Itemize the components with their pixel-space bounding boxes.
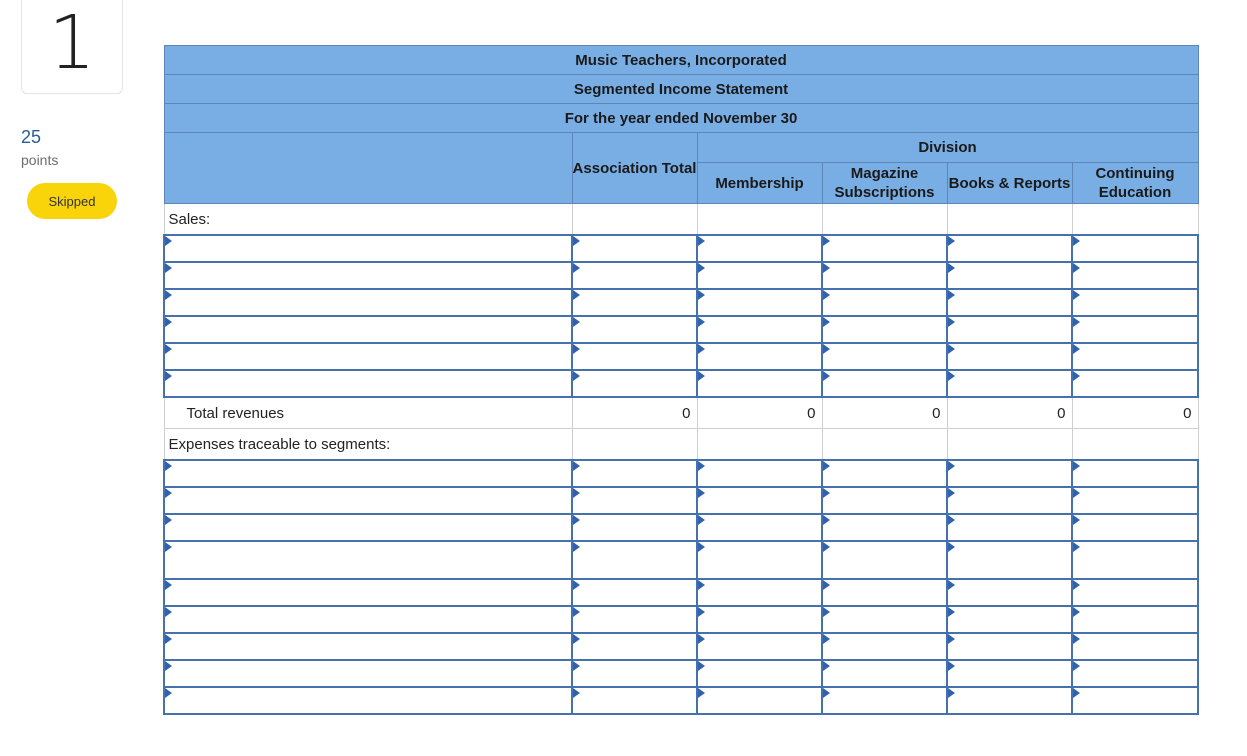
- magazine-subscriptions-input[interactable]: [822, 289, 947, 316]
- dropdown-arrow-icon: [1073, 542, 1080, 552]
- label-dropdown[interactable]: [164, 606, 572, 633]
- dropdown-arrow-icon: [823, 634, 830, 644]
- dropdown-arrow-icon: [948, 580, 955, 590]
- dropdown-arrow-icon: [1073, 263, 1080, 273]
- association-total-input[interactable]: [572, 343, 697, 370]
- dropdown-arrow-icon: [573, 317, 580, 327]
- dropdown-arrow-icon: [573, 488, 580, 498]
- dropdown-arrow-icon: [1073, 461, 1080, 471]
- label-dropdown[interactable]: [164, 687, 572, 714]
- dropdown-arrow-icon: [1073, 634, 1080, 644]
- membership-input[interactable]: [697, 660, 822, 687]
- division-header: Division: [697, 133, 1198, 163]
- blank-cell: [697, 204, 822, 236]
- dropdown-arrow-icon: [1073, 580, 1080, 590]
- books-reports-input[interactable]: [947, 541, 1072, 579]
- membership-input[interactable]: [697, 606, 822, 633]
- label-dropdown[interactable]: [164, 262, 572, 289]
- dropdown-arrow-icon: [573, 344, 580, 354]
- dropdown-arrow-icon: [948, 661, 955, 671]
- dropdown-arrow-icon: [698, 290, 705, 300]
- magazine-subscriptions-input[interactable]: [822, 316, 947, 343]
- dropdown-arrow-icon: [823, 607, 830, 617]
- dropdown-arrow-icon: [948, 688, 955, 698]
- association-total-input[interactable]: [572, 541, 697, 579]
- dropdown-arrow-icon: [573, 542, 580, 552]
- input-row: [164, 660, 1198, 687]
- books-reports-input[interactable]: [947, 514, 1072, 541]
- input-row: [164, 370, 1198, 397]
- continuing-education-input[interactable]: [1072, 687, 1198, 714]
- input-row: [164, 687, 1198, 714]
- books-reports-input[interactable]: [947, 262, 1072, 289]
- association-total-input[interactable]: [572, 514, 697, 541]
- label-dropdown[interactable]: [164, 316, 572, 343]
- books-reports-input[interactable]: [947, 460, 1072, 487]
- dropdown-arrow-icon: [698, 634, 705, 644]
- dropdown-arrow-icon: [573, 515, 580, 525]
- association-total-input[interactable]: [572, 660, 697, 687]
- magazine-subscriptions-header: Magazine Subscriptions: [822, 163, 947, 204]
- books-reports-input[interactable]: [947, 660, 1072, 687]
- membership-input[interactable]: [697, 487, 822, 514]
- dropdown-arrow-icon: [165, 488, 172, 498]
- dropdown-arrow-icon: [823, 263, 830, 273]
- blank-cell: [572, 204, 697, 236]
- association-total-input[interactable]: [572, 316, 697, 343]
- input-row: [164, 541, 1198, 579]
- input-row: [164, 606, 1198, 633]
- blank-cell: [947, 429, 1072, 461]
- label-column-header: [164, 133, 572, 204]
- books-reports-input[interactable]: [947, 687, 1072, 714]
- dropdown-arrow-icon: [948, 371, 955, 381]
- label-dropdown[interactable]: [164, 633, 572, 660]
- dropdown-arrow-icon: [573, 634, 580, 644]
- continuing-education-input[interactable]: [1072, 262, 1198, 289]
- expense-input-rows: [164, 460, 1198, 714]
- continuing-education-input[interactable]: [1072, 235, 1198, 262]
- dropdown-arrow-icon: [165, 580, 172, 590]
- association-total-input[interactable]: [572, 487, 697, 514]
- input-row: [164, 316, 1198, 343]
- total-revenues-membership: 0: [697, 397, 822, 429]
- segmented-income-statement-table: [163, 45, 1199, 715]
- membership-input[interactable]: [697, 262, 822, 289]
- dropdown-arrow-icon: [573, 661, 580, 671]
- dropdown-arrow-icon: [948, 344, 955, 354]
- dropdown-arrow-icon: [948, 515, 955, 525]
- sales-label: Sales:: [164, 204, 572, 236]
- magazine-subscriptions-input[interactable]: [822, 633, 947, 660]
- membership-input[interactable]: [697, 289, 822, 316]
- magazine-subscriptions-input[interactable]: [822, 343, 947, 370]
- continuing-education-header: Continuing Education: [1072, 163, 1198, 204]
- dropdown-arrow-icon: [948, 542, 955, 552]
- dropdown-arrow-icon: [165, 661, 172, 671]
- dropdown-arrow-icon: [823, 661, 830, 671]
- dropdown-arrow-icon: [1073, 515, 1080, 525]
- association-total-input[interactable]: [572, 579, 697, 606]
- input-row: [164, 289, 1198, 316]
- dropdown-arrow-icon: [823, 317, 830, 327]
- total-revenues-magazine: 0: [822, 397, 947, 429]
- dropdown-arrow-icon: [698, 263, 705, 273]
- continuing-education-input[interactable]: [1072, 606, 1198, 633]
- magazine-subscriptions-input[interactable]: [822, 660, 947, 687]
- input-row: [164, 633, 1198, 660]
- label-dropdown[interactable]: [164, 343, 572, 370]
- magazine-subscriptions-input[interactable]: [822, 460, 947, 487]
- dropdown-arrow-icon: [573, 580, 580, 590]
- label-dropdown[interactable]: [164, 235, 572, 262]
- dropdown-arrow-icon: [698, 688, 705, 698]
- membership-input[interactable]: [697, 514, 822, 541]
- dropdown-arrow-icon: [165, 344, 172, 354]
- magazine-subscriptions-input[interactable]: [822, 370, 947, 397]
- dropdown-arrow-icon: [1073, 488, 1080, 498]
- magazine-subscriptions-input[interactable]: [822, 606, 947, 633]
- membership-input[interactable]: [697, 235, 822, 262]
- dropdown-arrow-icon: [573, 263, 580, 273]
- continuing-education-input[interactable]: [1072, 370, 1198, 397]
- books-reports-input[interactable]: [947, 579, 1072, 606]
- association-total-input[interactable]: [572, 262, 697, 289]
- dropdown-arrow-icon: [1073, 344, 1080, 354]
- continuing-education-input[interactable]: [1072, 460, 1198, 487]
- dropdown-arrow-icon: [165, 515, 172, 525]
- books-reports-input[interactable]: [947, 235, 1072, 262]
- statement-title: Segmented Income Statement: [164, 75, 1198, 104]
- blank-cell: [822, 204, 947, 236]
- dropdown-arrow-icon: [698, 488, 705, 498]
- magazine-subscriptions-input[interactable]: [822, 262, 947, 289]
- input-row: [164, 514, 1198, 541]
- dropdown-arrow-icon: [1073, 236, 1080, 246]
- dropdown-arrow-icon: [573, 607, 580, 617]
- continuing-education-input[interactable]: [1072, 514, 1198, 541]
- input-row: [164, 262, 1198, 289]
- association-total-input[interactable]: [572, 606, 697, 633]
- input-row: [164, 487, 1198, 514]
- label-dropdown[interactable]: [164, 460, 572, 487]
- dropdown-arrow-icon: [823, 236, 830, 246]
- dropdown-arrow-icon: [1073, 661, 1080, 671]
- membership-header: Membership: [697, 163, 822, 204]
- dropdown-arrow-icon: [165, 542, 172, 552]
- skipped-badge: Skipped: [27, 183, 117, 219]
- label-dropdown[interactable]: [164, 660, 572, 687]
- dropdown-arrow-icon: [165, 317, 172, 327]
- dropdown-arrow-icon: [698, 607, 705, 617]
- label-dropdown[interactable]: [164, 514, 572, 541]
- dropdown-arrow-icon: [698, 344, 705, 354]
- label-dropdown[interactable]: [164, 579, 572, 606]
- total-revenues-association: 0: [572, 397, 697, 429]
- dropdown-arrow-icon: [1073, 371, 1080, 381]
- continuing-education-input[interactable]: [1072, 343, 1198, 370]
- blank-cell: [947, 204, 1072, 236]
- dropdown-arrow-icon: [948, 488, 955, 498]
- dropdown-arrow-icon: [1073, 607, 1080, 617]
- continuing-education-input[interactable]: [1072, 660, 1198, 687]
- input-row: [164, 235, 1198, 262]
- membership-input[interactable]: [697, 460, 822, 487]
- blank-cell: [572, 429, 697, 461]
- dropdown-arrow-icon: [823, 542, 830, 552]
- dropdown-arrow-icon: [948, 461, 955, 471]
- membership-input[interactable]: [697, 633, 822, 660]
- association-total-input[interactable]: [572, 633, 697, 660]
- dropdown-arrow-icon: [823, 290, 830, 300]
- input-row: [164, 460, 1198, 487]
- books-reports-input[interactable]: [947, 606, 1072, 633]
- membership-input[interactable]: [697, 370, 822, 397]
- dropdown-arrow-icon: [165, 263, 172, 273]
- expenses-label: Expenses traceable to segments:: [164, 429, 572, 461]
- membership-input[interactable]: [697, 541, 822, 579]
- magazine-subscriptions-input[interactable]: [822, 541, 947, 579]
- dropdown-arrow-icon: [698, 371, 705, 381]
- association-total-input[interactable]: [572, 687, 697, 714]
- magazine-subscriptions-input[interactable]: [822, 579, 947, 606]
- points-label: points: [21, 152, 59, 168]
- total-revenues-continuing: 0: [1072, 397, 1198, 429]
- continuing-education-input[interactable]: [1072, 316, 1198, 343]
- dropdown-arrow-icon: [573, 236, 580, 246]
- input-row: [164, 343, 1198, 370]
- total-revenues-books: 0: [947, 397, 1072, 429]
- membership-input[interactable]: [697, 343, 822, 370]
- books-reports-header: Books & Reports: [947, 163, 1072, 204]
- association-total-input[interactable]: [572, 370, 697, 397]
- books-reports-input[interactable]: [947, 370, 1072, 397]
- books-reports-input[interactable]: [947, 289, 1072, 316]
- blank-cell: [697, 429, 822, 461]
- magazine-subscriptions-input[interactable]: [822, 235, 947, 262]
- points-value: 25: [21, 127, 42, 147]
- dropdown-arrow-icon: [573, 461, 580, 471]
- dropdown-arrow-icon: [698, 317, 705, 327]
- continuing-education-input[interactable]: [1072, 289, 1198, 316]
- continuing-education-input[interactable]: [1072, 579, 1198, 606]
- membership-input[interactable]: [697, 579, 822, 606]
- label-dropdown[interactable]: [164, 487, 572, 514]
- dropdown-arrow-icon: [573, 290, 580, 300]
- dropdown-arrow-icon: [823, 580, 830, 590]
- membership-input[interactable]: [697, 316, 822, 343]
- dropdown-arrow-icon: [165, 371, 172, 381]
- dropdown-arrow-icon: [823, 688, 830, 698]
- dropdown-arrow-icon: [165, 607, 172, 617]
- dropdown-arrow-icon: [165, 290, 172, 300]
- magazine-subscriptions-input[interactable]: [822, 514, 947, 541]
- dropdown-arrow-icon: [165, 236, 172, 246]
- dropdown-arrow-icon: [698, 515, 705, 525]
- association-total-input[interactable]: [572, 460, 697, 487]
- label-dropdown[interactable]: [164, 289, 572, 316]
- books-reports-input[interactable]: [947, 487, 1072, 514]
- dropdown-arrow-icon: [948, 607, 955, 617]
- dropdown-arrow-icon: [165, 634, 172, 644]
- books-reports-input[interactable]: [947, 633, 1072, 660]
- magazine-subscriptions-input[interactable]: [822, 487, 947, 514]
- dropdown-arrow-icon: [573, 688, 580, 698]
- period-title: For the year ended November 30: [164, 104, 1198, 133]
- blank-cell: [1072, 204, 1198, 236]
- dropdown-arrow-icon: [948, 634, 955, 644]
- magazine-subscriptions-input[interactable]: [822, 687, 947, 714]
- dropdown-arrow-icon: [948, 263, 955, 273]
- dropdown-arrow-icon: [823, 461, 830, 471]
- total-revenues-label: Total revenues: [164, 397, 572, 429]
- dropdown-arrow-icon: [1073, 317, 1080, 327]
- dropdown-arrow-icon: [698, 580, 705, 590]
- membership-input[interactable]: [697, 687, 822, 714]
- question-number-box: [21, 0, 123, 94]
- input-row: [164, 579, 1198, 606]
- dropdown-arrow-icon: [948, 317, 955, 327]
- dropdown-arrow-icon: [823, 488, 830, 498]
- dropdown-arrow-icon: [823, 344, 830, 354]
- dropdown-arrow-icon: [698, 661, 705, 671]
- blank-cell: [822, 429, 947, 461]
- dropdown-arrow-icon: [698, 236, 705, 246]
- dropdown-arrow-icon: [698, 461, 705, 471]
- dropdown-arrow-icon: [1073, 688, 1080, 698]
- dropdown-arrow-icon: [948, 290, 955, 300]
- label-dropdown[interactable]: [164, 541, 572, 579]
- dropdown-arrow-icon: [823, 371, 830, 381]
- dropdown-arrow-icon: [165, 461, 172, 471]
- association-total-input[interactable]: [572, 289, 697, 316]
- question-number: 1: [48, 0, 96, 86]
- association-total-header: Association Total: [572, 133, 697, 204]
- books-reports-input[interactable]: [947, 343, 1072, 370]
- continuing-education-input[interactable]: [1072, 541, 1198, 579]
- continuing-education-input[interactable]: [1072, 487, 1198, 514]
- sales-input-rows: [164, 235, 1198, 397]
- dropdown-arrow-icon: [823, 515, 830, 525]
- company-title: Music Teachers, Incorporated: [164, 46, 1198, 75]
- dropdown-arrow-icon: [1073, 290, 1080, 300]
- continuing-education-input[interactable]: [1072, 633, 1198, 660]
- dropdown-arrow-icon: [948, 236, 955, 246]
- association-total-input[interactable]: [572, 235, 697, 262]
- dropdown-arrow-icon: [698, 542, 705, 552]
- books-reports-input[interactable]: [947, 316, 1072, 343]
- dropdown-arrow-icon: [165, 688, 172, 698]
- label-dropdown[interactable]: [164, 370, 572, 397]
- blank-cell: [1072, 429, 1198, 461]
- dropdown-arrow-icon: [573, 371, 580, 381]
